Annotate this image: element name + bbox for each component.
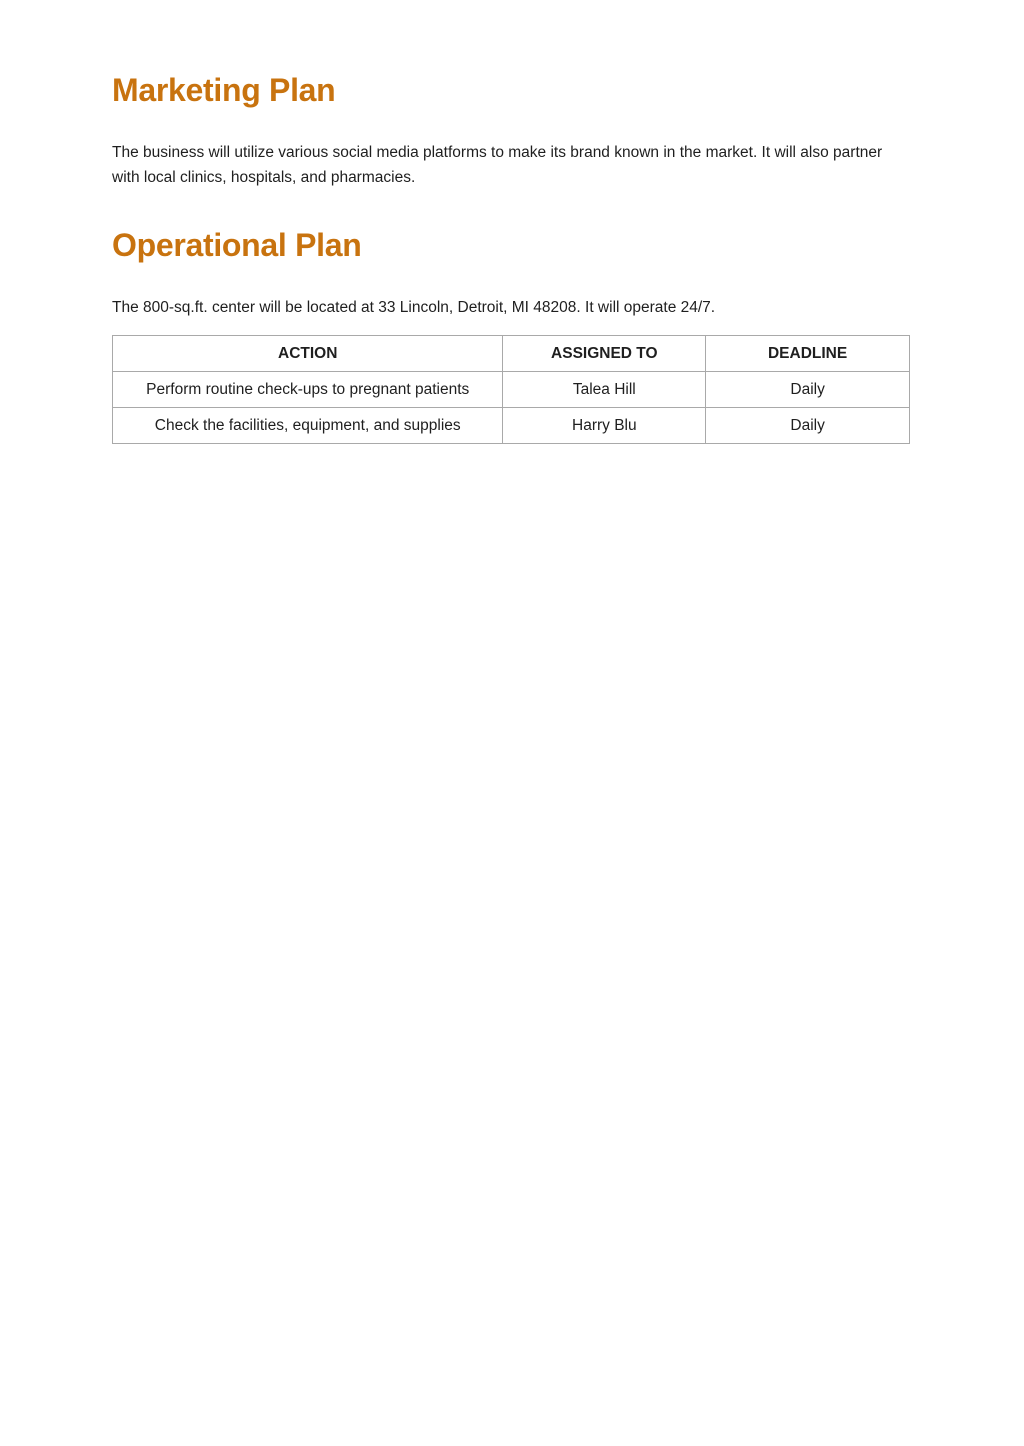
- assigned-to-cell: Talea Hill: [503, 372, 706, 408]
- table-row: [113, 372, 910, 408]
- table-header-row: [113, 336, 910, 372]
- action-cell: Perform routine check-ups to pregnant patients: [113, 372, 503, 408]
- column-header-action: ACTION: [113, 336, 503, 372]
- marketing-plan-paragraph: The business will utilize various social media platforms to make its brand known in the market. It will also partner with local clinics, hospitals, and pharmacies.: [112, 144, 883, 186]
- marketing-plan-heading: Marketing Plan: [112, 72, 336, 108]
- action-cell: Check the facilities, equipment, and supplies: [113, 408, 503, 444]
- deadline-cell: Daily: [706, 372, 910, 408]
- operational-plan-heading: Operational Plan: [112, 227, 362, 263]
- operational-plan-paragraph: The 800-sq.ft. center will be located at 33 Lincoln, Detroit, MI 48208. It will operate 24/7.: [112, 299, 716, 316]
- column-header-assigned-to: ASSIGNED TO: [503, 336, 706, 372]
- operational-plan-table: [112, 335, 910, 444]
- deadline-cell: Daily: [706, 408, 910, 444]
- assigned-to-cell: Harry Blu: [503, 408, 706, 444]
- table-row: [113, 408, 910, 444]
- column-header-deadline: DEADLINE: [706, 336, 910, 372]
